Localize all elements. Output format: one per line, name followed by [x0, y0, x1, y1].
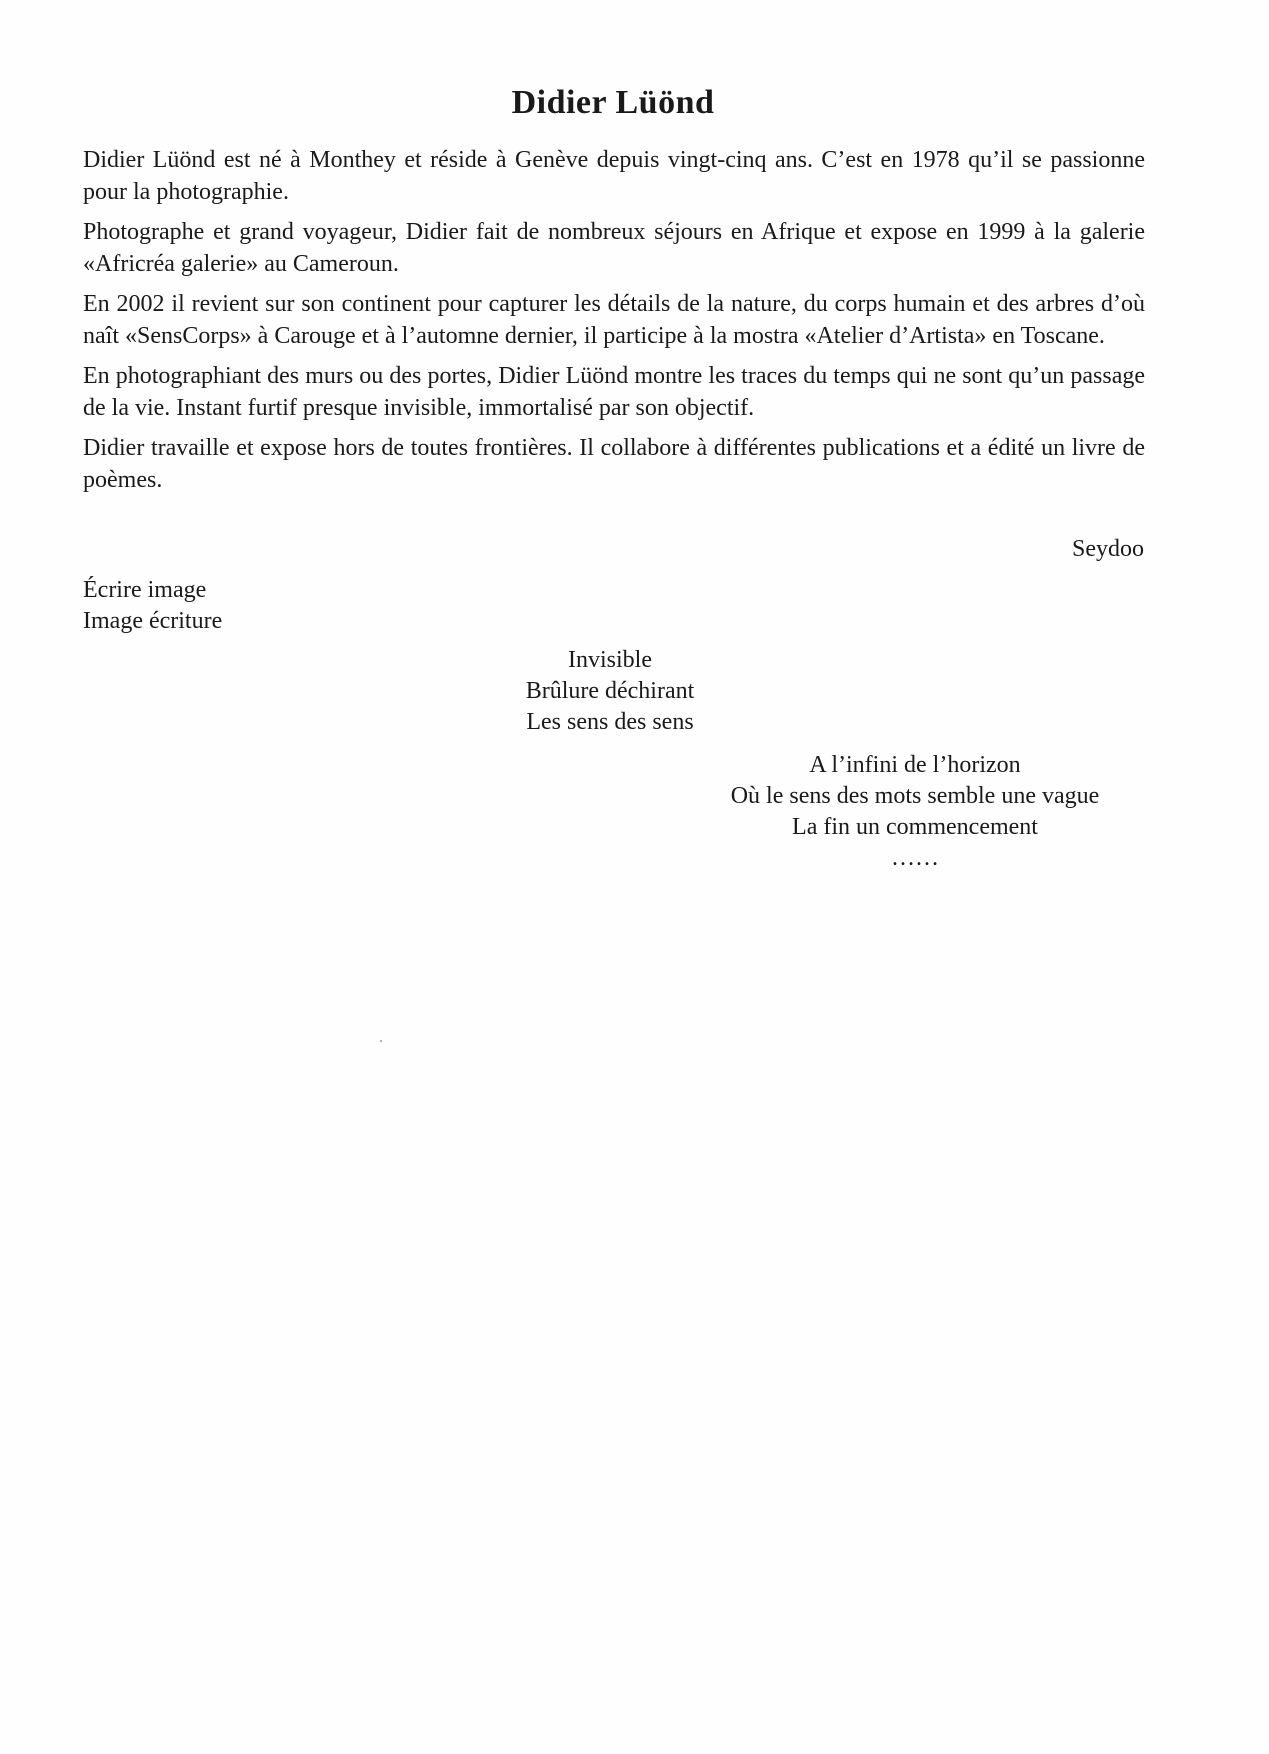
poem-line: Image écriture [83, 608, 223, 634]
scan-speck [380, 1040, 382, 1042]
poem-line: Invisible [568, 647, 652, 673]
poem-stanza-1 [83, 575, 222, 637]
signature: Seydoo [1072, 536, 1144, 562]
bio-paragraph: En 2002 il revient sur son continent pour capturer les détails de la nature, du corps humain et des arbres d’où naît «SensCorps» à Carouge et à l’automne dernier, il participe à la mostra «Atelier d’Artista» en Toscane. [83, 291, 1145, 349]
poem-ellipsis: …… [891, 845, 939, 871]
poem-line: Écrire image [83, 577, 207, 603]
biography [83, 144, 1145, 504]
bio-paragraph: Photographe et grand voyageur, Didier fait de nombreux séjours en Afrique et expose en 1999 à la galerie «Africréa galerie» au Cameroun. [83, 219, 1145, 277]
poem-stanza-3 [690, 750, 1140, 874]
page-title: Didier Lüönd [511, 84, 715, 121]
poem-line: Brûlure déchirant [525, 678, 695, 704]
poem-line: Où le sens des mots semble une vague [730, 783, 1100, 809]
bio-paragraph: Didier Lüönd est né à Monthey et réside à Genève depuis vingt-cinq ans. C’est en 1978 qu’il se passionne pour la photographie. [83, 147, 1145, 205]
poem-line: A l’infini de l’horizon [809, 752, 1021, 778]
poem-line: La fin un commencement [792, 814, 1038, 840]
bio-paragraph: En photographiant des murs ou des portes, Didier Lüönd montre les traces du temps qui ne sont qu’un passage de la vie. Instant furtif presque invisible, immortalisé par son objectif. [83, 363, 1145, 421]
poem-line: Les sens des sens [526, 709, 694, 735]
bio-paragraph: Didier travaille et expose hors de toutes frontières. Il collabore à différentes publications et a édité un livre de poèmes. [83, 435, 1145, 493]
poem-stanza-2 [490, 645, 730, 738]
